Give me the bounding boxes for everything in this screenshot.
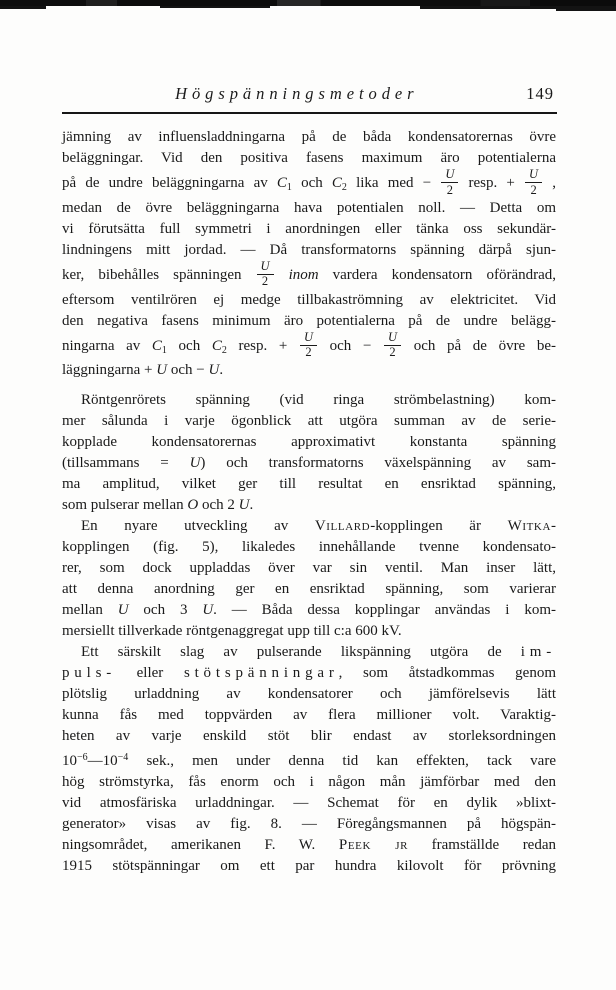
text-segment: att denna anordning ger en ensriktad spänning, som varierar: [62, 581, 556, 598]
page-body: [62, 127, 556, 877]
fraction: $\frac{U}{2}$: [383, 331, 402, 360]
text-line: [62, 432, 556, 453]
text-segment: 1915 stötspänningar om ett par hundra kilovolt för prövning: [62, 858, 556, 875]
text-segment: och −: [167, 362, 209, 379]
text-segment: vid atmosfäriska urladdningar. — Schemat för en dylik »blixt-: [62, 795, 556, 812]
paragraph-3: [62, 516, 556, 642]
text-line: [62, 621, 556, 642]
text-segment: -kopplingen är: [370, 518, 508, 535]
text-segment: .: [249, 497, 254, 514]
text-segment: C: [151, 337, 162, 354]
text-line: [62, 240, 556, 261]
text-segment: 2: [341, 181, 347, 193]
text-segment: stötspänningar: [183, 665, 339, 682]
text-line: [62, 495, 556, 516]
text-segment: mellan: [62, 602, 118, 619]
text-segment: 1: [286, 181, 292, 193]
text-segment: —10: [87, 753, 118, 770]
text-line: [62, 772, 556, 793]
text-segment: rer, som dock uppladdas över var sin ventil. Man inser lätt,: [62, 560, 556, 577]
text-line: [62, 558, 556, 579]
text-segment: medan de övre beläggningarna hava potentialen noll. — Detta om: [62, 199, 556, 216]
text-segment: ningsområdet, amerikanen F. W.: [62, 837, 339, 854]
text-line: [62, 814, 556, 835]
paragraph-4: [62, 642, 556, 877]
header-rule: [62, 112, 557, 114]
text-segment: .: [219, 362, 224, 379]
text-segment: Peek jr: [338, 837, 409, 854]
text-segment: ker, bibehålles spänningen: [62, 266, 256, 283]
text-segment: 10: [62, 753, 77, 770]
text-segment: lindningens mitt jordad. — Då transformatorns spänning därpå sjun-: [62, 241, 556, 258]
text-segment: im-: [520, 644, 556, 661]
text-line: [62, 148, 556, 169]
text-segment: framställde redan: [408, 837, 556, 854]
text-segment: U: [238, 497, 250, 514]
text-segment: Röntgenrörets spänning (vid ringa strömbelastning) kom-: [81, 392, 556, 409]
fraction: $\frac{U}{2}$: [256, 260, 275, 289]
text-segment: (tillsammans =: [62, 455, 190, 472]
text-line: [62, 663, 556, 684]
text-segment: U: [208, 362, 220, 379]
text-segment: 2: [221, 344, 227, 356]
running-title: Högspänningsmetoder: [175, 84, 419, 103]
fraction: $\frac{U}{2}$: [524, 168, 543, 197]
text-line: [62, 579, 556, 600]
text-line: [62, 835, 556, 856]
text-segment: ningarna av: [62, 337, 152, 354]
text-segment: kunna fås med toppvärden av flera millioner volt. Varaktig-: [62, 707, 556, 724]
text-segment: hög strömstyrka, fås enorm och i någon mån jämförbar med den: [62, 774, 556, 791]
text-line: [62, 258, 557, 290]
text-line: [62, 516, 556, 537]
text-segment: Ett särskilt slag av pulserande likspänning utgöra de: [81, 644, 521, 661]
page-header: [62, 84, 556, 107]
text-segment: C: [331, 174, 342, 191]
text-segment: och 2: [198, 497, 239, 514]
text-segment: -: [551, 518, 556, 535]
text-line: [62, 474, 556, 495]
text-segment: läggningarna +: [62, 362, 157, 379]
text-line: [62, 642, 556, 663]
text-line: [62, 747, 556, 772]
text-segment: ,: [543, 174, 556, 191]
text-segment: eller: [116, 665, 184, 682]
text-line: [62, 219, 556, 240]
text-segment: ma amplitud, vilket ger till resultat en ensriktad spänning,: [62, 476, 556, 493]
text-segment: heten av varje enskild stöt blir endast av storleksordningen: [62, 728, 556, 745]
text-line: [62, 684, 556, 705]
text-segment: C: [211, 337, 222, 354]
text-segment: jämning av influensladdningarna på de båda kondensatorernas övre: [62, 129, 556, 145]
text-segment: vardera kondensatorn oförändrad,: [318, 266, 557, 283]
text-segment: och 3: [128, 602, 203, 619]
text-segment: En nyare utveckling av: [81, 518, 315, 535]
text-segment: kopplingen (fig. 5), likaledes innehållande tvenne kondensato-: [62, 539, 556, 556]
text-segment: U: [202, 602, 214, 619]
text-segment: plötslig urladdning av kondensatorer och jämförelsevis lätt: [62, 686, 556, 703]
text-segment: kopplade kondensatorernas approximativt konstanta spänning: [62, 434, 556, 451]
fraction: $\frac{U}{2}$: [299, 331, 318, 360]
text-segment: och på de övre be-: [402, 337, 557, 354]
text-segment: [275, 267, 289, 283]
scan-edge-artifact: [0, 0, 616, 6]
text-segment: lika med −: [346, 174, 441, 191]
text-segment: som pulserar mellan: [62, 497, 188, 514]
paragraph-1: [62, 127, 556, 381]
text-segment: puls-: [62, 665, 116, 682]
text-segment: ) och transformatorns växelspänning av sam-: [200, 455, 556, 472]
text-segment: inom: [288, 266, 319, 283]
text-segment: Villard: [314, 518, 371, 535]
text-line: [62, 793, 556, 814]
fraction: $\frac{U}{2}$: [440, 168, 459, 197]
page-number: 149: [526, 84, 554, 103]
text-line: [62, 169, 556, 198]
text-line: [62, 390, 556, 411]
text-segment: vi förutsätta full symmetri i anordningen eller tänka oss sekundär-: [62, 220, 556, 237]
text-line: [62, 411, 556, 432]
text-segment: C: [276, 174, 287, 191]
text-segment: resp. +: [459, 174, 525, 191]
text-line: [62, 856, 556, 877]
text-segment: U: [156, 362, 168, 379]
text-segment: O: [187, 497, 199, 514]
text-segment: sek., men under denna tid kan effekten, tack vare: [128, 753, 556, 770]
text-segment: eftersom ventilrören ej medge tillbakaströmning av elektricitet. Vid: [62, 291, 556, 308]
text-segment: beläggningar. Vid den positiva fasens maximum äro potentialerna: [62, 150, 556, 166]
text-segment: och: [291, 174, 332, 191]
text-line: [62, 311, 556, 332]
text-line: [62, 290, 556, 311]
text-segment: U: [189, 455, 201, 472]
text-segment: U: [117, 602, 129, 619]
text-line: [62, 453, 556, 474]
text-segment: . — Båda dessa kopplingar användas i kom-: [213, 602, 556, 619]
text-line: [62, 198, 556, 219]
paragraph-2: [62, 390, 556, 516]
text-line: [62, 600, 556, 621]
text-segment: −4: [117, 752, 129, 764]
text-segment: Witka: [507, 518, 551, 535]
text-segment: på de undre beläggningarna av: [62, 174, 277, 191]
text-line: [62, 537, 556, 558]
text-segment: −6: [77, 752, 88, 764]
text-line: [62, 360, 556, 381]
text-line: [62, 329, 557, 361]
text-segment: generator» visas av fig. 8. — Föregångsmannen på högspän-: [62, 816, 556, 833]
text-segment: och −: [318, 337, 384, 354]
text-segment: den negativa fasens minimum äro potentialerna på de undre belägg-: [62, 312, 556, 329]
text-line: [62, 127, 556, 148]
text-segment: , som åtstadkommas genom: [338, 665, 556, 682]
text-segment: mersiellt tillverkade röntgenaggregat upp till c:a 600 kV.: [62, 623, 402, 640]
text-segment: och: [166, 337, 212, 354]
text-line: [62, 705, 556, 726]
text-segment: resp. +: [226, 337, 299, 354]
text-segment: mer sålunda i varje ögonblick att utgöra summan av de serie-: [62, 413, 556, 430]
text-line: [62, 726, 556, 747]
text-segment: 1: [161, 344, 167, 356]
